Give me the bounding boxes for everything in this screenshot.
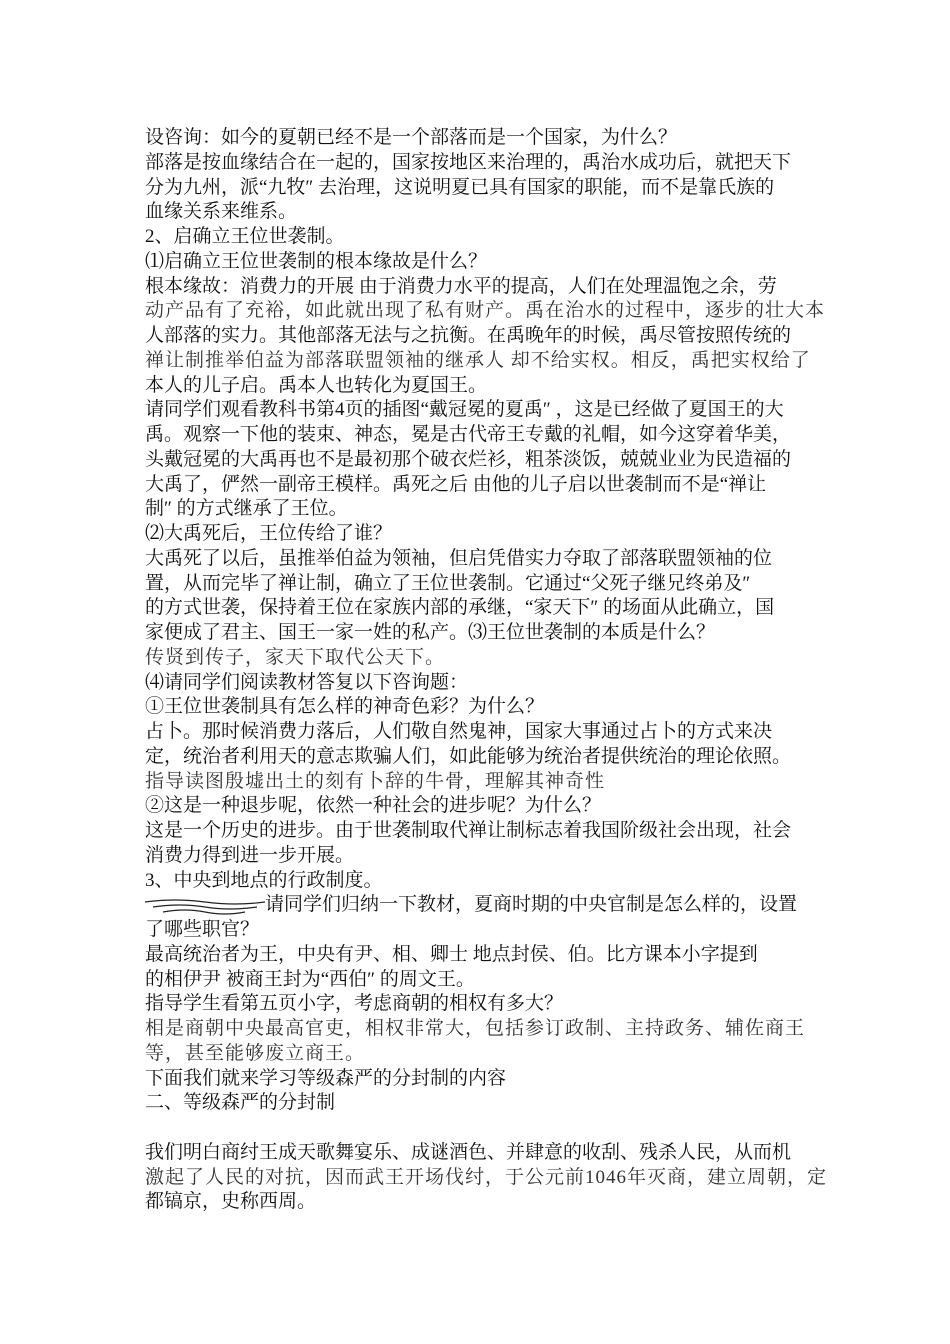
text-line-content: 请同学们归纳一下教材，夏商时期的中央官制是怎么样的，设置 xyxy=(265,894,798,916)
text-line: 人部落的实力。其他部落无法与之抗衡。在禹晚年的时候，禹尽管按照传统的 xyxy=(145,325,792,346)
text-line: 等，甚至能够废立商王。 xyxy=(145,1042,366,1064)
text-line: 的相伊尹 被商王封为“西伯″ 的周文王。 xyxy=(145,968,475,990)
document-body xyxy=(145,126,828,1215)
text-line: ⑷请同学们阅读教材答复以下咨询题： xyxy=(145,671,469,693)
text-line: 分为九州，派“九牧″ 去治理，这说明夏已具有国家的职能，而不是靠氏族的 xyxy=(145,176,775,198)
text-line: 消费力得到进一步开展。 xyxy=(145,844,355,866)
text-line: 了哪些职官？ xyxy=(145,919,260,940)
text-line: ①王位世袭制具有怎么样的神奇色彩？为什么？ xyxy=(145,696,545,718)
text-line: 根本缘故：消费力的开展 由于消费力水平的提高，人们在处理温饱之余，劳 xyxy=(145,275,777,297)
text-line: 家便成了君主、国王一家一姓的私产。⑶王位世袭制的本质是什么？ xyxy=(145,622,716,643)
text-line xyxy=(145,893,815,918)
text-line: 部落是按血缘结合在一起的，国家按地区来治理的，禹治水成功后，就把天下 xyxy=(145,151,792,173)
text-line: 禹。观察一下他的装束、神态，冕是古代帝王专戴的礼帽，如今这穿着华美， xyxy=(145,424,792,445)
text-line: 大禹了，俨然一副帝王模样。禹死之后 由他的儿子启以世袭制而不是“禅让 xyxy=(145,473,767,495)
text-line: 相是商朝中央最高官吏，相权非常大，包括参订政制、主持政务、辅佐商王 xyxy=(145,1018,806,1039)
text-line: 大禹死了以后，虽推举伯益为领袖，但启凭借实力夺取了部落联盟领袖的位 xyxy=(145,547,773,569)
text-line: 定，统治者利用天的意志欺骗人们，如此能够为统治者提供统治的理论依照。 xyxy=(145,745,792,767)
text-line: ⑵大禹死后，王位传给了谁？ xyxy=(145,523,393,544)
text-line: 禅让制推举伯益为部落联盟领袖的继承人 却不给实权。相反，禹把实权给了 xyxy=(145,349,811,371)
text-line: 动产品有了充裕，如此就出现了私有财产。禹在治水的过程中，逐步的壮大本 xyxy=(145,300,826,322)
text-line: 请同学们观看教科书第4页的插图“戴冠冕的夏禹″ ，这是已经做了夏国王的大 xyxy=(145,399,784,421)
text-line: 本人的儿子启。禹本人也转化为夏国王。 xyxy=(145,374,488,396)
text-line: 下面我们就来学习等级森严的分封制的内容 xyxy=(145,1067,507,1089)
text-line: 置，从而完毕了禅让制，确立了王位世袭制。它通过“父死子继兄终弟及″ xyxy=(145,572,751,594)
text-line: 占卜。那时候消费力落后，人们敬自然鬼神，国家大事通过占卜的方式来决 xyxy=(145,721,773,742)
text-line: 设咨询：如今的夏朝已经不是一个部落而是一个国家，为什么？ xyxy=(145,127,678,148)
text-line: 头戴冠冕的大禹再也不是最初那个破衣烂衫，粗茶淡饭，兢兢业业为民造福的 xyxy=(145,448,792,470)
text-line: 都镐京，史称西周。 xyxy=(145,1191,317,1213)
text-line: 激起了人民的对抗，因而武王开场伐纣，于公元前1046年灭商，建立周朝，定 xyxy=(145,1166,828,1188)
text-line: 制″ 的方式继承了王位。 xyxy=(145,498,348,520)
text-line: 2、启确立王位世袭制。 xyxy=(145,226,345,247)
text-line: ②这是一种退步呢，依然一种社会的进步呢？为什么？ xyxy=(145,795,602,817)
text-line: 最高统治者为王，中央有尹、相、卿士 地点封侯、伯。比方课本小字提到 xyxy=(145,943,758,965)
text-line: 指导学生看第五页小字，考虑商朝的相权有多大？ xyxy=(145,993,564,1015)
text-line: 血缘关系来维系。 xyxy=(145,201,298,223)
text-line: 的方式世袭，保持着王位在家族内部的承继，“家天下″ 的场面从此确立，国 xyxy=(145,597,775,619)
blank-line xyxy=(145,1116,815,1141)
text-line: 二、等级森严的分封制 xyxy=(145,1092,336,1114)
text-line: ⑴启确立王位世袭制的根本缘故是什么？ xyxy=(145,250,488,272)
text-line: 3、中央到地点的行政制度。 xyxy=(145,869,383,891)
text-line: 这是一个历史的进步。由于世袭制取代禅让制标志着我国阶级社会出现，社会 xyxy=(145,820,792,841)
text-line: 我们明白商纣王成天歌舞宴乐、成谜酒色、并肆意的收刮、残杀人民，从而机 xyxy=(145,1141,792,1163)
wavy-underline-decoration xyxy=(145,896,265,916)
text-line: 传贤到传子，家天下取代公天下。 xyxy=(145,646,446,668)
text-line: 指导读图殷墟出土的刻有卜辞的牛骨，理解其神奇性 xyxy=(145,770,606,792)
